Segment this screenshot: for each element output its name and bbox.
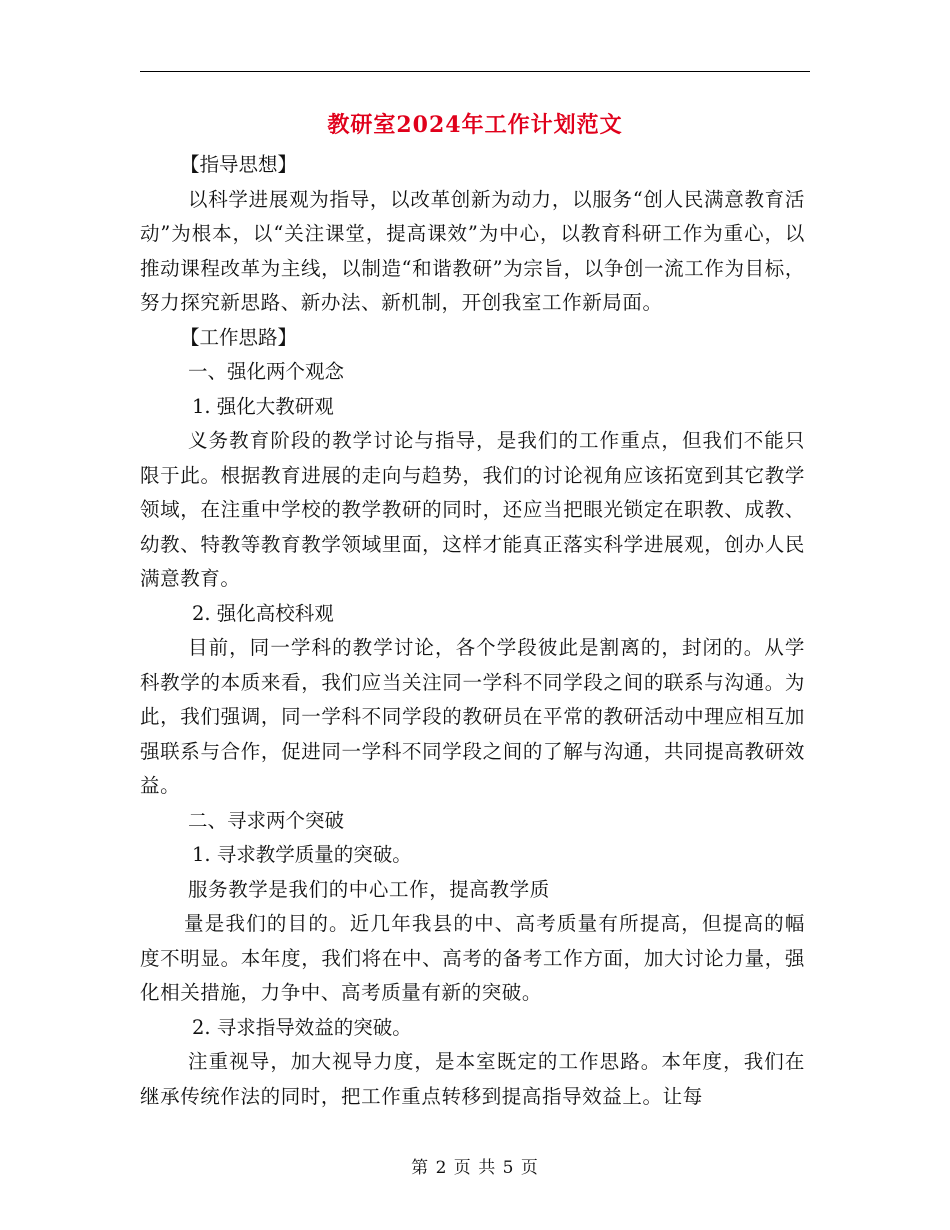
heading-guiding-ideology: 【指导思想】: [180, 153, 298, 176]
subsection-heading: 1. 强化大教研观: [192, 394, 334, 418]
header-rule: [140, 71, 810, 72]
heading-work-ideas: 【工作思路】: [180, 325, 298, 349]
document-body: [140, 148, 805, 1114]
subsection-heading: 2. 强化高校科观: [192, 601, 334, 625]
document-title: 教研室2024年工作计划范文: [327, 112, 623, 138]
paragraph: 目前，同一学科的教学讨论，各个学段彼此是割离的，封闭的。从学科教学的本质来看，我们应当关注同一学科不同学段之间的联系与沟通。为此，我们强调，同一学科不同学段的教研员在平常的教研活动中理应相互加强联系与合作，促进同一学科不同学段之间的了解与沟通，共同提高教研效益。: [140, 636, 805, 797]
paragraph: 量是我们的目的。近几年我县的中、高考质量有所提高，但提高的幅度不明显。本年度，我们将在中、高考的备考工作方面，加大讨论力量，强化相关措施，力争中、高考质量有新的突破。: [140, 912, 805, 1004]
paragraph: 义务教育阶段的教学讨论与指导，是我们的工作重点，但我们不能只限于此。根据教育进展的走向与趋势，我们的讨论视角应该拓宽到其它教学领域，在注重中学校的教学教研的同时，还应当把眼光锁定在职教、成教、幼教、特教等教育教学领域里面，这样才能真正落实科学进展观，创办人民满意教育。: [140, 429, 805, 590]
paragraph: 注重视导，加大视导力度，是本室既定的工作思路。本年度，我们在继承传统作法的同时，把工作重点转移到提高指导效益上。让每: [140, 1050, 805, 1108]
paragraph: 服务教学是我们的中心工作，提高教学质: [188, 877, 550, 901]
paragraph: 以科学进展观为指导，以改革创新为动力，以服务“创人民满意教育活动”为根本，以“关注课堂，提高课效”为中心，以教育科研工作为重心，以推动课程改革为主线，以制造“和谐教研”为宗旨，以争创一流工作为目标，努力探究新思路、新办法、新机制，开创我室工作新局面。: [140, 187, 805, 314]
section-heading: 二、寻求两个突破: [188, 808, 345, 832]
subsection-heading: 1. 寻求教学质量的突破。: [192, 843, 412, 866]
subsection-heading: 2. 寻求指导效益的突破。: [192, 1015, 412, 1039]
section-heading: 一、强化两个观念: [188, 360, 345, 383]
page-number-footer: 第 2 页 共 5 页: [411, 1158, 539, 1178]
